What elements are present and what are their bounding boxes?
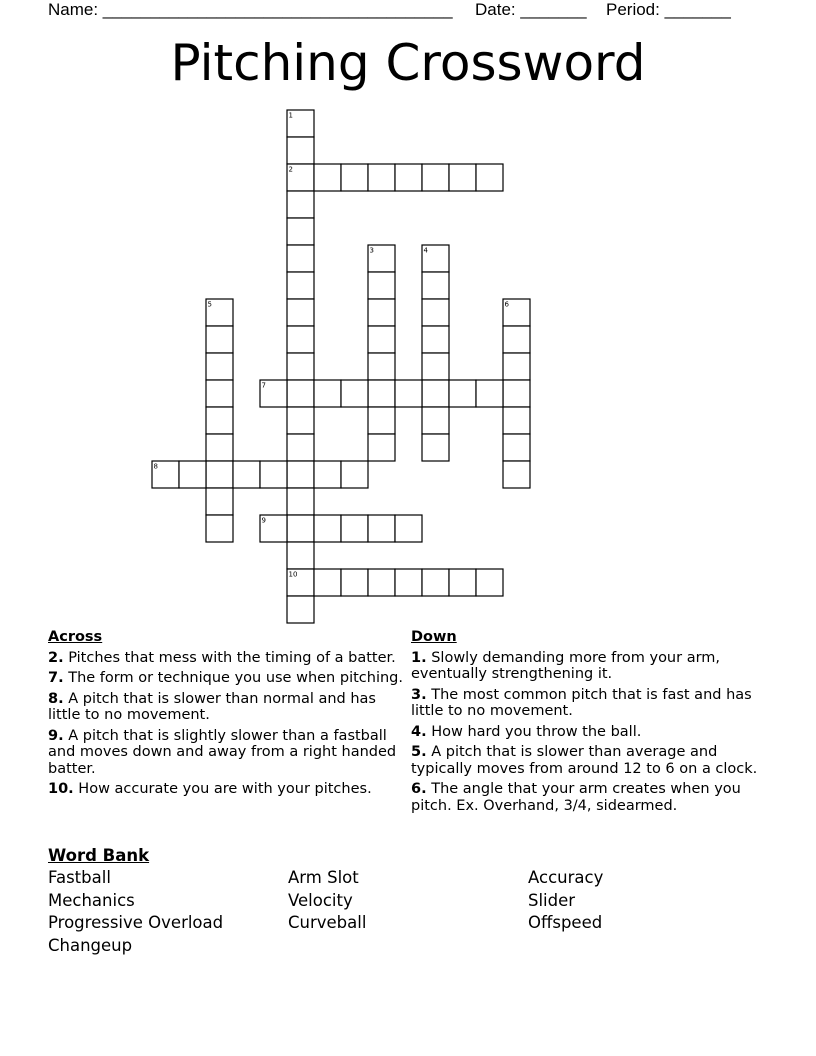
grid-cell[interactable] [368, 353, 395, 380]
clue-item-text: How hard you throw the ball. [426, 723, 642, 740]
grid-cell[interactable] [368, 569, 395, 596]
word-bank-item: Offspeed [528, 913, 603, 932]
word-bank-item: Accuracy [528, 868, 604, 887]
grid-cell[interactable] [314, 515, 341, 542]
name-field[interactable]: Name: _____________________________________ [48, 0, 453, 19]
clue-item [48, 728, 408, 778]
clue-number: 10 [288, 570, 298, 579]
clue-item-text: A pitch that is slower than normal and has little to no movement. [48, 690, 376, 723]
grid-cell[interactable] [287, 245, 314, 272]
clue-item-number: 8. [48, 690, 64, 707]
grid-cell[interactable] [287, 434, 314, 461]
clue-item-number: 4. [411, 723, 427, 740]
grid-cell[interactable] [287, 542, 314, 569]
clue-item-number: 5. [411, 744, 427, 760]
grid-cell[interactable] [287, 326, 314, 353]
grid-cell[interactable] [503, 380, 530, 407]
grid-cell[interactable] [476, 569, 503, 596]
grid-cell[interactable] [314, 380, 341, 407]
clue-number: 5 [207, 300, 212, 309]
grid-cell[interactable] [368, 407, 395, 434]
grid-cell[interactable] [314, 164, 341, 191]
grid-cell[interactable] [206, 353, 233, 380]
grid-cell[interactable] [368, 164, 395, 191]
word-bank-item: Fastball [48, 868, 111, 887]
grid-cell[interactable] [314, 461, 341, 488]
grid-cell[interactable] [395, 164, 422, 191]
grid-cell[interactable] [287, 218, 314, 245]
period-field[interactable]: Period: _______ [606, 0, 731, 19]
grid-cell[interactable] [287, 137, 314, 164]
grid-cell[interactable] [395, 515, 422, 542]
grid-cell[interactable] [287, 488, 314, 515]
grid-cell[interactable] [287, 191, 314, 218]
clue-item-number: 9. [48, 727, 64, 744]
grid-cell[interactable] [422, 326, 449, 353]
grid-cell[interactable] [287, 461, 314, 488]
grid-cell[interactable] [287, 353, 314, 380]
word-bank-item: Progressive Overload [48, 913, 224, 932]
grid-cell[interactable] [206, 326, 233, 353]
clue-number: 4 [423, 246, 428, 255]
grid-cell[interactable] [287, 407, 314, 434]
grid-cell[interactable] [287, 272, 314, 299]
grid-cell[interactable] [206, 434, 233, 461]
word-bank-item: Velocity [288, 890, 353, 910]
clue-item-number: 3. [411, 686, 427, 703]
clue-item-text: Slowly demanding more from your arm, eventually strengthening it. [411, 649, 721, 682]
across-clue-list [48, 650, 408, 798]
grid-cell[interactable] [341, 461, 368, 488]
grid-cell[interactable] [449, 164, 476, 191]
clue-number: 7 [261, 381, 266, 390]
date-field[interactable]: Date: _______ [475, 0, 587, 19]
grid-cell[interactable] [503, 407, 530, 434]
grid-cell[interactable] [341, 164, 368, 191]
down-clues [411, 629, 781, 818]
clue-item [48, 691, 408, 724]
grid-cell[interactable] [422, 164, 449, 191]
grid-cell[interactable] [206, 515, 233, 542]
clue-item-text: The most common pitch that is fast and has little to no movement. [411, 686, 752, 719]
clue-item-number: 7. [48, 670, 64, 686]
clue-item [411, 687, 781, 720]
grid-cell[interactable] [422, 353, 449, 380]
down-clue-list [411, 650, 781, 815]
clue-item [411, 724, 781, 741]
clue-number: 8 [153, 462, 158, 471]
across-heading: Across [48, 629, 103, 645]
grid-cell[interactable] [422, 569, 449, 596]
clue-item-number: 10. [48, 781, 74, 797]
grid-cell[interactable] [260, 461, 287, 488]
grid-cell[interactable] [341, 569, 368, 596]
clue-number: 2 [288, 165, 293, 174]
grid-cell[interactable] [368, 299, 395, 326]
clue-item-text: A pitch that is slower than average and typically moves from around 12 to 6 on a clock. [411, 744, 758, 777]
grid-cell[interactable] [233, 461, 260, 488]
grid-cell[interactable] [206, 407, 233, 434]
clue-number: 6 [504, 300, 509, 309]
grid-cell[interactable] [368, 272, 395, 299]
down-heading: Down [411, 629, 457, 645]
word-bank-item: Arm Slot [288, 868, 359, 887]
word-bank-item: Changeup [48, 935, 133, 955]
grid-cell[interactable] [422, 380, 449, 407]
grid-cell[interactable] [287, 596, 314, 623]
grid-cell[interactable] [206, 461, 233, 488]
word-bank-item: Mechanics [48, 890, 135, 910]
grid-cell[interactable] [503, 434, 530, 461]
clue-item-text: The form or technique you use when pitching. [63, 670, 403, 686]
clue-item [411, 744, 781, 777]
grid-cell[interactable] [476, 380, 503, 407]
grid-cell[interactable] [368, 434, 395, 461]
clue-item-number: 1. [411, 649, 427, 666]
grid-cell[interactable] [368, 380, 395, 407]
page-title: Pitching Crossword [170, 34, 646, 92]
word-bank-item: Curveball [288, 913, 367, 932]
grid-cell[interactable] [503, 461, 530, 488]
clue-number: 3 [369, 246, 374, 255]
grid-cell[interactable] [179, 461, 206, 488]
grid-cell[interactable] [503, 326, 530, 353]
across-clues [48, 629, 408, 802]
grid-cell[interactable] [422, 299, 449, 326]
clue-item [411, 781, 781, 814]
grid-cell[interactable] [206, 488, 233, 515]
clue-item [48, 650, 408, 667]
word-bank-heading: Word Bank [48, 846, 150, 865]
grid-cell[interactable] [206, 380, 233, 407]
grid-cell[interactable] [395, 569, 422, 596]
grid-cell[interactable] [314, 569, 341, 596]
grid-cell[interactable] [476, 164, 503, 191]
clue-number: 1 [288, 111, 293, 120]
word-bank-item: Slider [528, 890, 576, 910]
grid-cell[interactable] [287, 380, 314, 407]
clue-item [411, 650, 781, 683]
clue-item-text: A pitch that is slightly slower than a fastball and moves down and away from a right handed batter. [48, 727, 397, 777]
grid-cell[interactable] [395, 380, 422, 407]
grid-cell[interactable] [449, 569, 476, 596]
grid-cell[interactable] [422, 272, 449, 299]
grid-cell[interactable] [503, 353, 530, 380]
grid-cell[interactable] [341, 380, 368, 407]
clue-item-text: The angle that your arm creates when you pitch. Ex. Overhand, 3/4, sidearmed. [411, 781, 741, 814]
grid-cell[interactable] [341, 515, 368, 542]
grid-cell[interactable] [368, 515, 395, 542]
grid-cell[interactable] [287, 299, 314, 326]
grid-cell[interactable] [287, 515, 314, 542]
clue-item-number: 2. [48, 649, 64, 666]
clue-item [48, 781, 408, 798]
grid-cell[interactable] [422, 434, 449, 461]
clue-item-number: 6. [411, 781, 427, 797]
grid-cell[interactable] [449, 380, 476, 407]
clue-item [48, 670, 408, 687]
grid-cell[interactable] [368, 326, 395, 353]
clue-item-text: Pitches that mess with the timing of a batter. [63, 649, 396, 666]
grid-cell[interactable] [422, 407, 449, 434]
clue-item-text: How accurate you are with your pitches. [73, 781, 372, 797]
clue-number: 9 [261, 516, 266, 525]
